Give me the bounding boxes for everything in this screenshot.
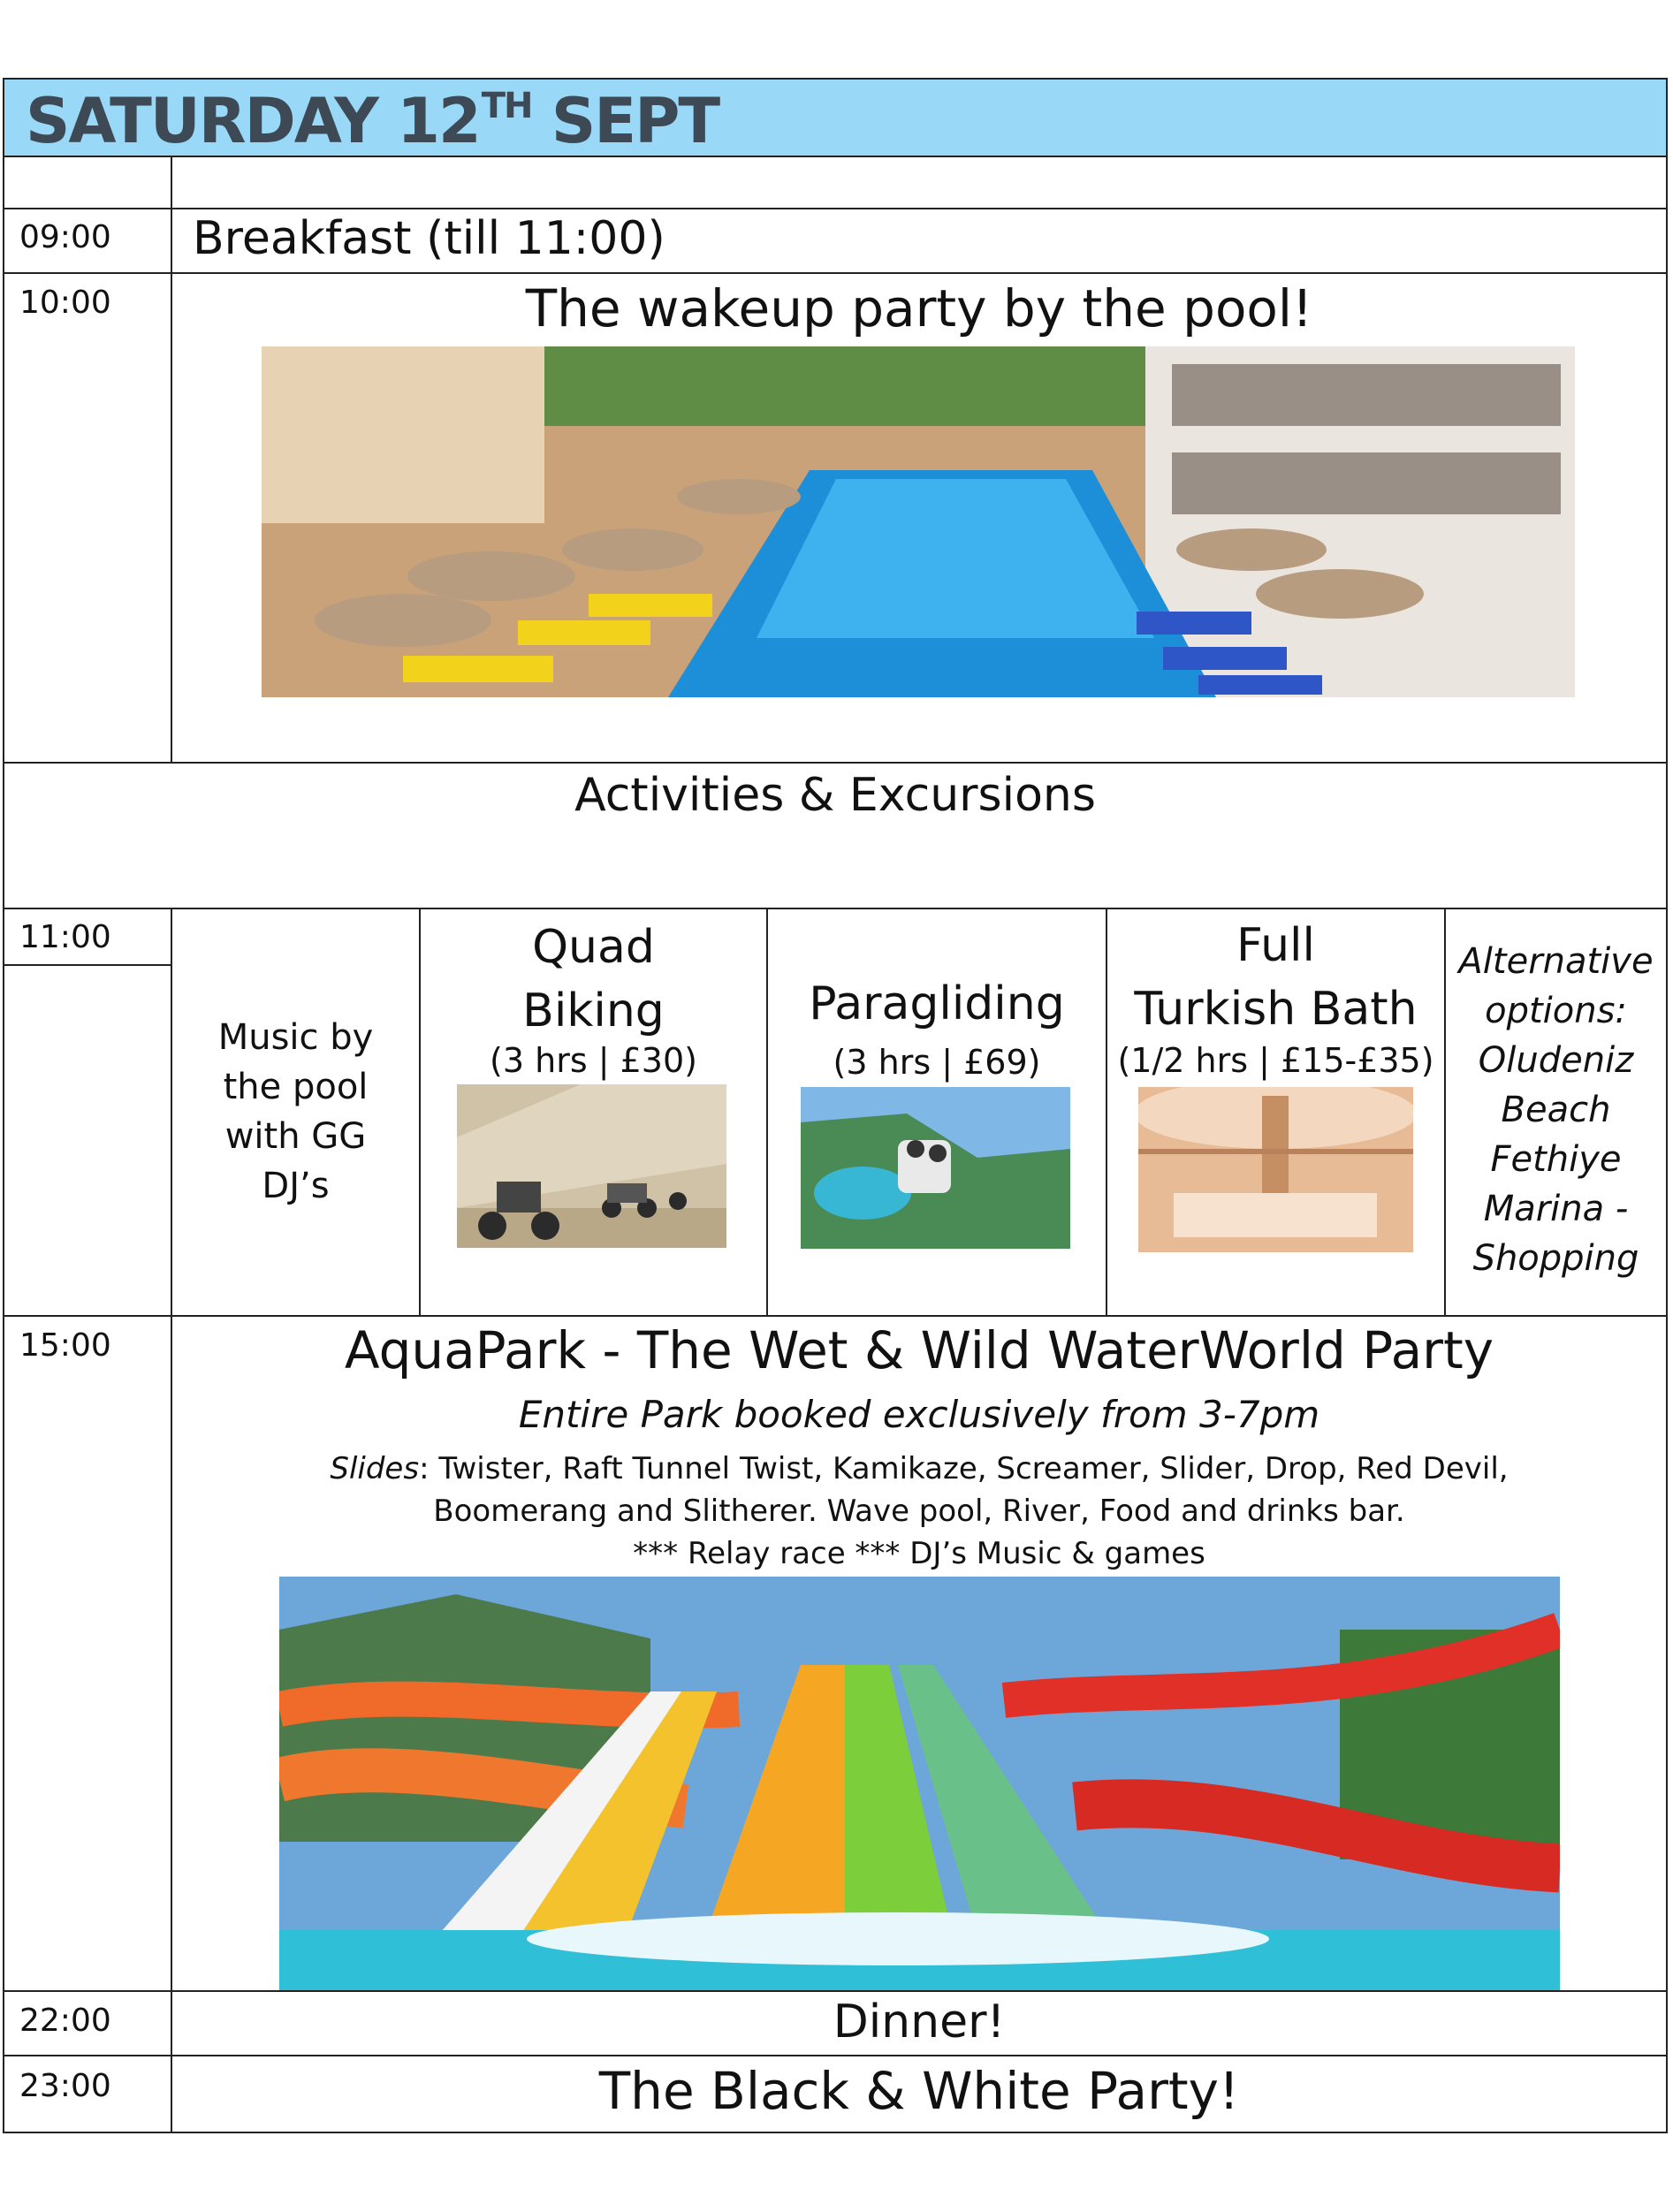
row-divider bbox=[3, 272, 1668, 274]
quad-biking-detail: (3 hrs | £30) bbox=[490, 1041, 697, 1080]
paragliding-photo bbox=[801, 1087, 1070, 1249]
row-divider bbox=[3, 964, 172, 966]
activities-heading: Activities & Excursions bbox=[574, 769, 1096, 822]
row-divider bbox=[3, 2055, 1668, 2056]
time-label: 09:00 bbox=[19, 219, 111, 255]
party-text: The Black & White Party! bbox=[598, 2061, 1240, 2121]
alternative-options: Alternative options: Oludeniz Beach Fethiye Marina - Shopping bbox=[1458, 941, 1654, 1279]
page-title: SATURDAY 12TH SEPT bbox=[26, 85, 719, 157]
time-label: 23:00 bbox=[19, 2068, 111, 2104]
aquapark-slides: Slides: Twister, Raft Tunnel Twist, Kamikaze, Screamer, Slider, Drop, Red Devil, Boomerang and Slitherer. Wave pool, River, Food and drinks bar. *** Relay race *** DJ’s Music & games bbox=[330, 1451, 1509, 1571]
breakfast-text: Breakfast (till 11:00) bbox=[193, 212, 665, 265]
row-divider bbox=[3, 2132, 1668, 2133]
dinner-text: Dinner! bbox=[833, 1995, 1006, 2049]
hotel-pool-photo bbox=[262, 346, 1575, 697]
music-by-pool: Music by the pool with GG DJ’s bbox=[217, 1017, 374, 1206]
aquapark-subtitle: Entire Park booked exclusively from 3-7pm bbox=[518, 1393, 1320, 1436]
time-label: 15:00 bbox=[19, 1327, 111, 1364]
row-divider bbox=[3, 762, 1668, 764]
turkish-bath-detail: (1/2 hrs | £15-£35) bbox=[1117, 1041, 1434, 1080]
time-label: 11:00 bbox=[19, 919, 111, 955]
quad-biking-title: Quad Biking bbox=[522, 921, 665, 1038]
time-column-divider bbox=[171, 157, 172, 762]
aquapark-title: AquaPark - The Wet & Wild WaterWorld Party bbox=[344, 1320, 1494, 1380]
waterpark-slides-photo bbox=[279, 1577, 1560, 1990]
paragliding-detail: (3 hrs | £69) bbox=[833, 1043, 1041, 1082]
time-label: 22:00 bbox=[19, 2003, 111, 2039]
row-divider bbox=[3, 908, 1668, 909]
pool-party-title: The wakeup party by the pool! bbox=[525, 278, 1313, 338]
row-divider bbox=[3, 208, 1668, 209]
turkish-bath-title: Full Turkish Bath bbox=[1134, 919, 1418, 1036]
paragliding-title: Paragliding bbox=[809, 977, 1065, 1030]
row-divider bbox=[3, 1315, 1668, 1317]
row-divider bbox=[3, 1990, 1668, 1992]
turkish-bath-photo bbox=[1138, 1087, 1413, 1252]
table-left-border bbox=[3, 157, 4, 2133]
table-right-border bbox=[1666, 157, 1668, 2133]
day-header bbox=[3, 78, 1668, 157]
quad-biking-photo bbox=[457, 1084, 726, 1248]
activity-divider bbox=[766, 908, 768, 1316]
time-label: 10:00 bbox=[19, 285, 111, 321]
